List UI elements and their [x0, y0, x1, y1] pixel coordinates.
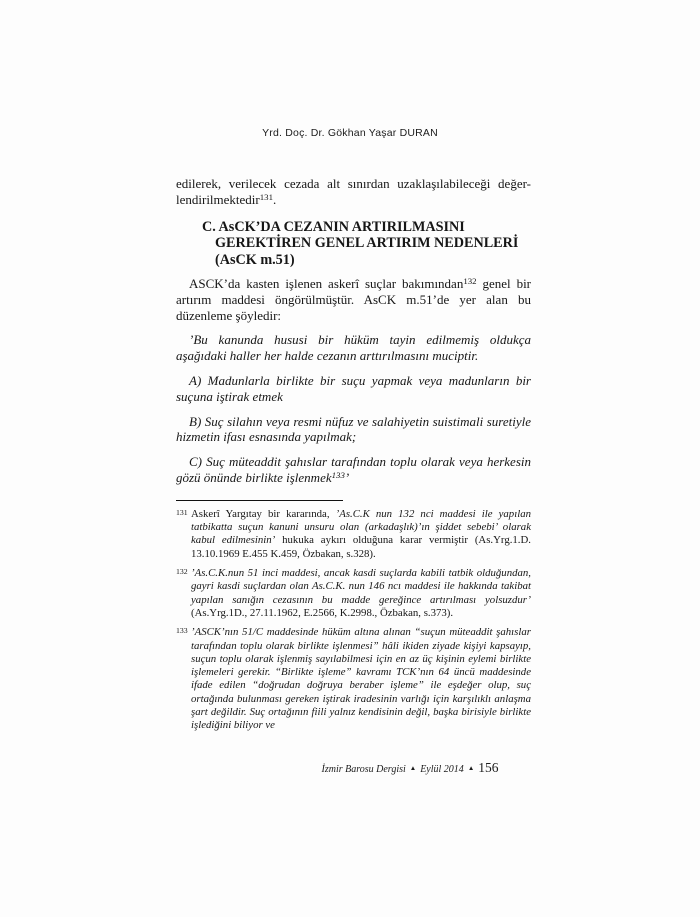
text-run: ’ — [344, 470, 350, 486]
footnote-separator — [176, 500, 343, 501]
text-run: . — [273, 191, 277, 207]
text-run: ASCK’da kasten işlenen askerî suçlar bakımından — [189, 276, 464, 292]
text-run: ’ASCK’nın 51/C maddesinde hüküm altına alınan “suçun müteaddit şahıslar tarafından toplu olarak birlikte işlenmesi” hâli ikiden ziyade kişiyi kapsayıp, suçun toplu olarak işlenmiş sayılabilmesi için en az üç kişinin eylemi birlikte işlemeleri gerekir. “Birlikte işleme” kavramı TCK’nın 64 üncü maddesinde ifade edilen “doğrudan doğruya beraber işleme” ile eşdeğer olup, suç ortağında bulunması gereken iştirak iradesinin varlığı için karşılıklı anlaşma şart değildir. Suç ortağının fiili yalnız kendisinin değil, başka birisiyle birlikte işlediğini biliyor ve — [191, 626, 531, 732]
text-run: B) Suç silahın veya resmi nüfuz ve salahiyetin suistimali suretiyle hizmetin ifası esnasında yapılmak; — [176, 413, 531, 445]
text-run: genel bir artırım maddesi öngörülmüştür. AsCK m.51’de yer alan bu düzenleme şöyledir: — [176, 276, 532, 323]
section-heading — [176, 219, 531, 269]
text-column — [176, 176, 531, 733]
triangle-icon: ▲ — [467, 765, 475, 772]
text-run: C) Suç müteaddit şahıslar tarafından toplu olarak veya herkesin gözü önünde birlikte işlenmek — [176, 454, 531, 486]
text-run: edilerek, verilecek cezada alt sınırdan uzaklaşılabileceği değer-lendirilmektedir — [176, 176, 531, 207]
quote-paragraph — [176, 454, 531, 486]
body-paragraph — [176, 176, 531, 208]
body-paragraph — [176, 276, 531, 323]
text-run: hukuka aykırı olduğuna karar vermiştir (As.Yrg.1.D. 13.10.1969 E.455 K.459, Özbakan, s.328). — [191, 534, 532, 560]
text-run: ’As.C.K nun 132 nci maddesi ile yapılan tatbikatta suçun kanuni unsuru olan (arkadaşlık)’ın şiddet sebebi’ olarak kabul edilmesinin’ — [191, 507, 531, 547]
text-run: ’As.C.K.nun 51 inci maddesi, ancak kasdi suçlarda kabili tatbik olduğundan, gayri kasdi suçlardan olan As.C.K. nun 146 ncı maddesi ile hakkında takibat yapılan sanığın cezasının bu madde gereğince artırılması yolsuzdur’ — [191, 567, 531, 606]
footnote-ref: 133 — [331, 470, 345, 481]
triangle-icon: ▲ — [409, 765, 417, 772]
footnote-ref: 132 — [463, 276, 477, 287]
page-footer — [0, 760, 700, 776]
body-text — [176, 176, 531, 486]
footer-page-number: 156 — [478, 760, 499, 775]
footnote-number: 131 — [176, 507, 188, 517]
quote-paragraph — [176, 332, 531, 364]
footnote-item — [176, 567, 531, 620]
quote-paragraph — [176, 373, 531, 405]
footer-issue: Eylül 2014 — [420, 764, 464, 775]
footnote-number: 132 — [176, 567, 188, 577]
running-header: Yrd. Doç. Dr. Gökhan Yaşar DURAN — [262, 127, 438, 139]
footnote-item — [176, 508, 531, 561]
text-run: GEREKTİREN GENEL ARTIRIM NEDENLERİ — [215, 235, 519, 252]
footnotes-section — [176, 508, 531, 733]
text-run: (As.Yrg.1D., 27.11.1962, E.2566, K.2998., Özbakan, s.373). — [191, 606, 454, 619]
text-run: Askerî Yargıtay bir kararında, — [191, 507, 336, 520]
footer-journal-title: İzmir Barosu Dergisi — [321, 764, 406, 775]
text-run: A) Madunlarla birlikte bir suçu yapmak veya madunların bir suçuna iştirak etmek — [176, 373, 531, 404]
footnote-item — [176, 626, 531, 732]
text-run: ’Bu kanunda hususi bir hüküm tayin edilmemiş oldukça aşağıdaki haller her halde cezanın arttırılmasını muciptir. — [176, 332, 531, 364]
text-run: (AsCK m.51) — [215, 251, 295, 268]
footnote-number: 133 — [176, 626, 188, 636]
quote-paragraph — [176, 414, 531, 446]
text-run: C. AsCK’DA CEZANIN ARTIRILMASINI — [202, 218, 465, 235]
footnote-ref: 131 — [259, 191, 274, 202]
